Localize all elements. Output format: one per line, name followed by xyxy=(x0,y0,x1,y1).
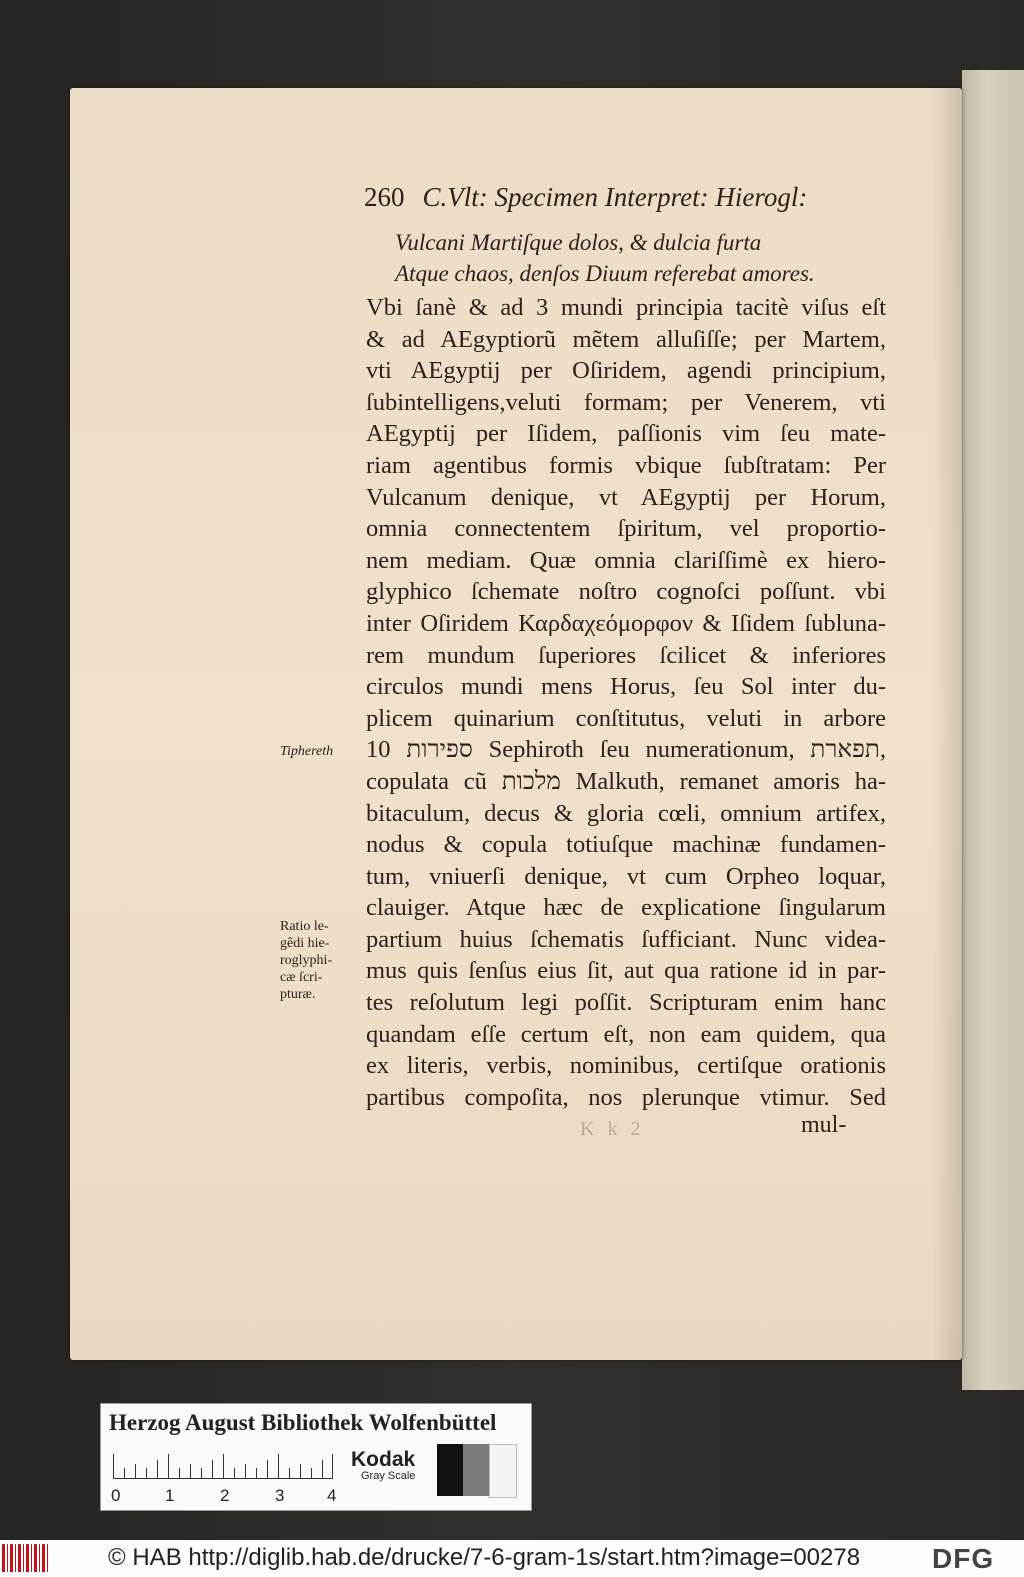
running-title: C.Vlt: Specimen Interpret: Hierogl: xyxy=(422,182,808,212)
kodak-logo: Kodak xyxy=(351,1448,416,1471)
ruler-number: 0 xyxy=(111,1486,121,1505)
page-number: 260 xyxy=(364,182,405,212)
gray-swatch-white xyxy=(489,1444,517,1498)
text-line: partibus compoſita, nos plerunque vtimur. Sed xyxy=(366,1083,886,1111)
margin-note-line: roglyphi- xyxy=(280,953,333,968)
book-page xyxy=(70,88,962,1360)
copyright-link[interactable]: © HAB http://diglib.hab.de/drucke/7-6-gram-1s/start.htm?image=00278 xyxy=(108,1544,861,1571)
margin-note-line: gêdi hie- xyxy=(280,936,330,951)
text-line: partium huius ſchematis ſufficiant. Nunc videa- xyxy=(366,925,886,953)
gray-swatch-mid xyxy=(463,1444,489,1496)
text-line: plicem quinarium conſtitutus, veluti in arbore xyxy=(366,704,886,732)
running-head xyxy=(364,182,884,213)
text-line: glyphico ſchemate noſtro cognoſci poſſunt. vbi xyxy=(366,578,886,606)
text-line: nem mediam. Quæ omnia clariſſimè ex hiero- xyxy=(366,546,886,574)
gray-scale-label: Gray Scale xyxy=(361,1470,416,1482)
ruler-number: 1 xyxy=(165,1486,175,1505)
margin-note-line: pturæ. xyxy=(280,987,316,1002)
text-line: tum, vniuerſi denique, vt cum Orpheo loquar, xyxy=(366,862,886,890)
text-line: ex literis, verbis, nominibus, certiſque orationis xyxy=(366,1052,886,1080)
ruler-number: 4 xyxy=(327,1486,337,1505)
institution-label: Herzog August Bibliothek Wolfenbüttel xyxy=(109,1410,497,1435)
text-line: tes reſolutum legi poſſit. Scripturam enim hanc xyxy=(366,989,886,1017)
barcode-icon xyxy=(2,1544,48,1572)
text-line: Vulcanum denique, vt AEgyptij per Horum, xyxy=(366,483,886,511)
catchword: mul- xyxy=(801,1112,847,1138)
text-line: nodus & copula totiuſque machinæ fundamen- xyxy=(366,831,886,859)
body-text xyxy=(366,292,886,1113)
facing-page-edge xyxy=(962,70,1024,1390)
text-line: AEgyptij per Iſidem, paſſionis vim ſeu mate- xyxy=(366,420,886,448)
margin-note-line: Ratio le- xyxy=(280,919,329,934)
text-line: 10 ספירות Sephiroth ſeu numerationum, תפארת, xyxy=(366,736,887,764)
text-line: ſubintelligens,veluti formam; per Venerem, vti xyxy=(366,388,886,416)
gray-swatch-black xyxy=(437,1444,463,1496)
spine-shadow xyxy=(932,88,962,1360)
text-line: Vbi ſanè & ad 3 mundi principia tacitè viſus eſt xyxy=(366,294,886,321)
ruler-number: 3 xyxy=(275,1486,285,1505)
text-line: omnia connectentem ſpiritum, vel proportio- xyxy=(366,515,886,543)
text-line: riam agentibus formis vbique ſubſtratam: Per xyxy=(366,451,886,479)
text-line: rem mundum ſuperiores ſcilicet & inferiores xyxy=(366,641,886,669)
verse-line: Atque chaos, denſos Diuum referebat amores. xyxy=(395,261,815,286)
text-line: mus quis ſenſus eius ſit, aut qua ratione id in par- xyxy=(366,957,886,985)
dfg-logo: DFG xyxy=(932,1543,995,1574)
verse-line: Vulcani Martiſque dolos, & dulcia furta xyxy=(395,230,762,255)
text-line: copulata cũ מלכות Malkuth, remanet amoris ha- xyxy=(366,767,886,795)
text-line: inter Oſiridem Καρδαχεόμορφον & Iſidem ſubluna- xyxy=(366,609,886,637)
color-calibration-card xyxy=(100,1403,532,1511)
ruler-number: 2 xyxy=(220,1486,230,1505)
margin-note-ratio xyxy=(280,918,358,1003)
text-line: & ad AEgyptiorũ mẽtem alluſiſſe; per Martem, xyxy=(366,325,886,353)
text-line: bitaculum, decus & gloria cœli, omnium artifex, xyxy=(366,799,886,827)
scale-ruler xyxy=(113,1452,333,1479)
margin-note-line: cæ ſcri- xyxy=(280,970,323,985)
margin-note-tiphereth: Tiphereth xyxy=(280,744,334,759)
text-line: circulos mundi mens Horus, ſeu Sol inter du- xyxy=(366,673,886,701)
viewer-footer xyxy=(0,1540,1024,1577)
text-line: quandam eſſe certum eſt, non eam quidem, qua xyxy=(366,1020,886,1048)
text-line: clauiger. Atque hæc de explicatione ſingularum xyxy=(366,894,886,922)
text-line: vti AEgyptij per Oſiridem, agendi principium, xyxy=(366,357,886,385)
signature-mark: K k 2 xyxy=(580,1118,645,1140)
